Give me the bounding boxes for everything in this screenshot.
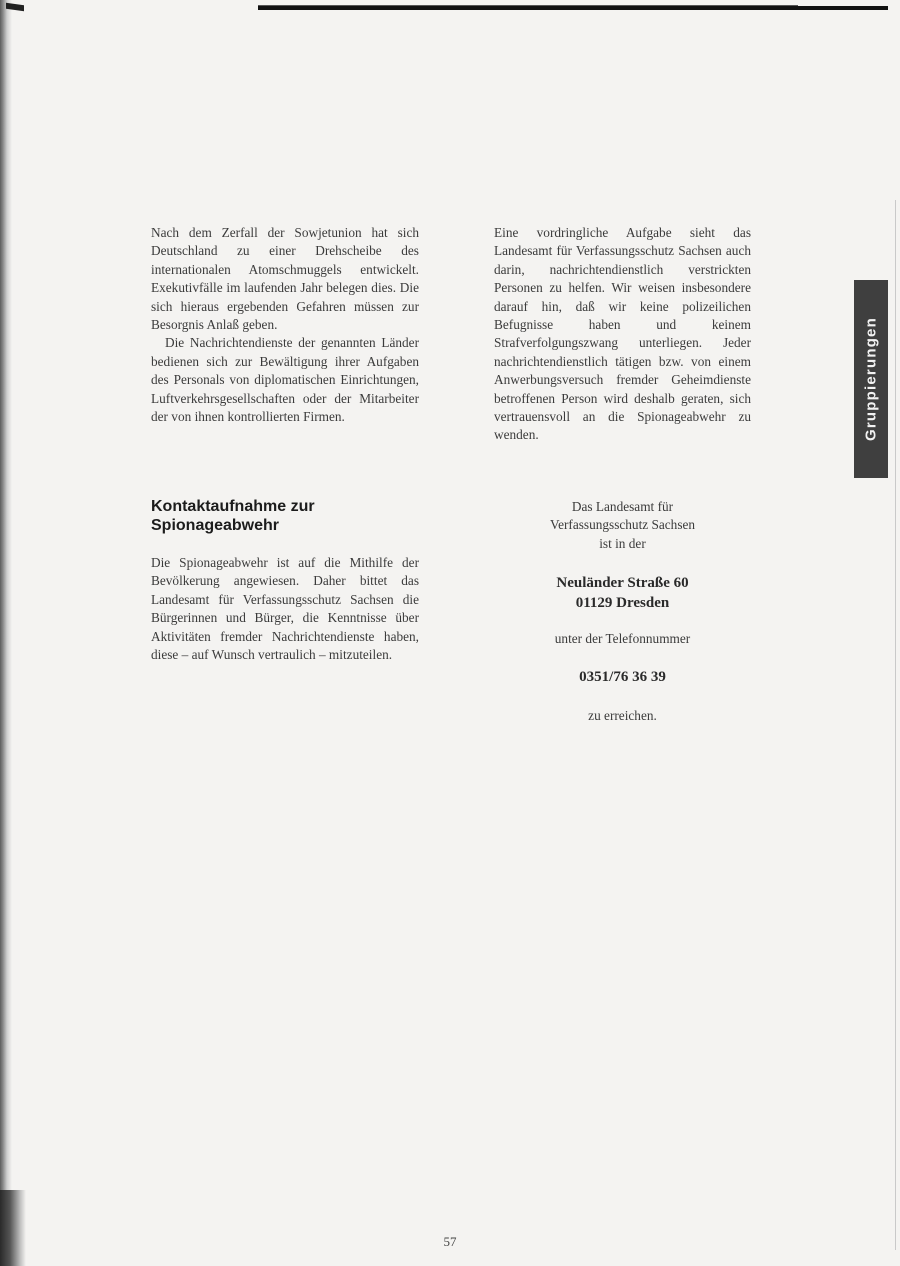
address-intro-line: Das Landesamt für xyxy=(571,499,674,514)
address-intro xyxy=(494,498,751,553)
phone-number: 0351/76 36 39 xyxy=(579,668,666,685)
body-paragraph: Nach dem Zerfall der Sowjetunion hat sich Deutschland zu einer Drehscheibe des internationalen Atomschmuggels entwickelt. Exekutivfälle im laufenden Jahr belegen dies. Die sich hieraus ergebenden Gefahren müssen zur Besorgnis Anlaß geben. xyxy=(151,225,419,333)
section-heading: Kontaktaufnahme zur Spionageabwehr xyxy=(151,498,315,534)
left-column-bottom xyxy=(151,554,419,664)
address-outro: zu erreichen. xyxy=(588,707,657,723)
contact-address-block xyxy=(494,498,751,725)
street-address: Neuländer Straße 60 xyxy=(556,575,689,592)
right-column-top xyxy=(494,224,751,445)
chapter-side-tab xyxy=(854,280,888,478)
postal-address xyxy=(494,573,751,613)
body-paragraph: Eine vordringliche Aufgabe sieht das Landesamt für Verfassungsschutz Sachsen auch darin, nachrichtendienstlich verstrickten Personen zu helfen. Wir weisen insbesondere darauf hin, daß wir keine polizeilichen Befugnisse haben und keinem Strafverfolgungszwang unterliegen. Jeder nachrichtendienstlich tätigen bzw. von einem Anwerbungsversuch fremder Geheimdienste betroffenen Person wird deshalb geraten, sich vertrauensvoll an die Spionageabwehr zu wenden. xyxy=(494,225,751,443)
scan-right-edge xyxy=(895,200,896,1250)
address-intro-line: ist in der xyxy=(599,535,646,551)
page-number: 57 xyxy=(443,1234,457,1249)
body-paragraph: Die Spionageabwehr ist auf die Mithilfe der Bevölkerung angewiesen. Daher bittet das Landesamt für Verfassungsschutz Sachsen die Bürgerinnen und Bürger, die Kenntnisse über Aktivitäten fremder Nachrichtendienste haben, diese – auf Wunsch vertraulich – mitzuteilen. xyxy=(151,555,419,663)
left-column-top xyxy=(151,224,419,426)
scan-left-edge xyxy=(0,0,12,1266)
address-intro-line: Verfassungsschutz Sachsen xyxy=(549,517,696,533)
phone-intro: unter der Telefonnummer xyxy=(554,631,691,647)
side-tab-label: Gruppierungen xyxy=(862,317,880,441)
city-address: 01129 Dresden xyxy=(575,595,670,612)
scan-binding-shadow xyxy=(0,1190,26,1266)
scan-top-rule xyxy=(258,6,888,10)
body-paragraph: Die Nachrichtendienste der genannten Länder bedienen sich zur Bewältigung ihrer Aufgaben des Personals von diplomatischen Einrichtungen, Luftverkehrsgesellschaften oder der Mitarbeiter der von ihnen kontrollierten Firmen. xyxy=(151,335,419,425)
